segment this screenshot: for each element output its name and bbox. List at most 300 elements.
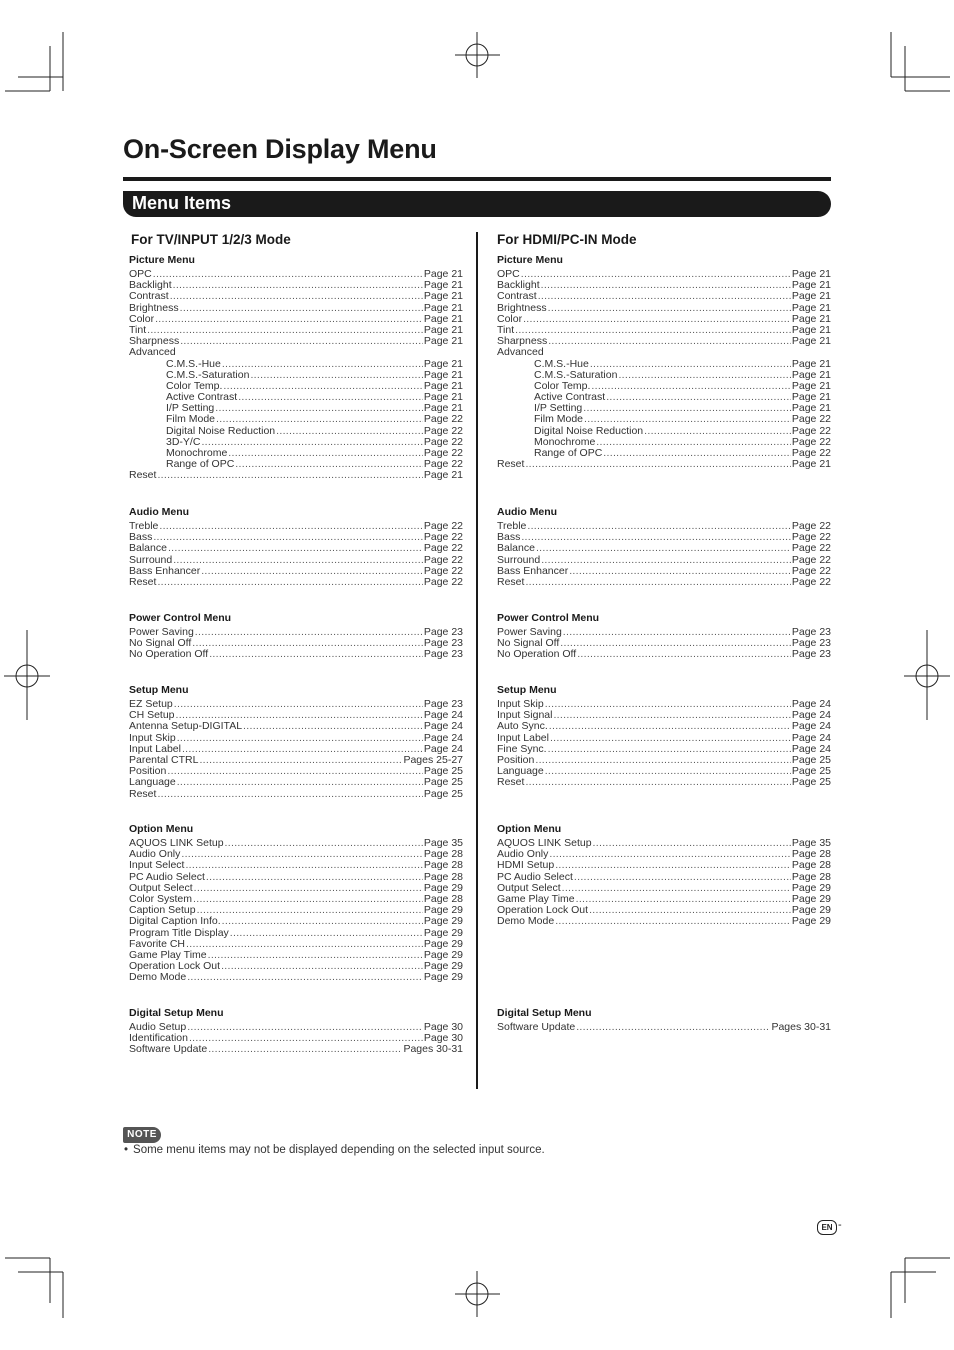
menu-title: Audio Menu: [129, 506, 190, 518]
dot-leader: [538, 291, 791, 302]
entry-label: Audio Only: [497, 848, 549, 861]
entry-label: Position: [497, 753, 535, 766]
dot-leader: [187, 1022, 423, 1033]
entry-label: Surround: [497, 553, 541, 566]
entry-label: HDMI Setup: [497, 859, 555, 872]
menu-title: Setup Menu: [129, 684, 189, 696]
menu-entry: [129, 755, 463, 766]
menu-entry: [497, 291, 831, 302]
entry-label: Auto Sync.: [497, 720, 548, 733]
dot-leader: [168, 543, 423, 554]
entry-label: Program Title Display: [129, 926, 229, 939]
dot-leader: [193, 894, 423, 905]
entry-label: Bass Enhancer: [497, 564, 569, 577]
menu-audio: [497, 505, 831, 588]
menu-setup: [497, 683, 831, 789]
entry-label: Position: [129, 765, 167, 778]
entry-label: Game Play Time: [129, 948, 207, 961]
entry-label: Advanced: [129, 346, 176, 359]
entry-label: Power Saving: [497, 626, 562, 638]
dot-leader: [155, 314, 423, 325]
menu-entry: [129, 789, 463, 800]
menu-entry: [497, 448, 831, 459]
dot-leader: [606, 392, 791, 403]
entry-label: Audio Setup: [129, 1021, 187, 1033]
dot-leader: [548, 744, 791, 755]
entry-page-ref: Page 21: [423, 268, 463, 280]
entry-page-ref: Page 22: [791, 447, 831, 459]
entry-page-ref: Page 22: [791, 520, 831, 532]
menu-entry: [497, 721, 831, 732]
entry-page-ref: Page 22: [423, 520, 463, 532]
dot-leader: [541, 280, 791, 291]
note-text-content: Some menu items may not be displayed depending on the selected input source.: [133, 1144, 545, 1156]
entry-label: Language: [129, 776, 176, 789]
entry-page-ref: Page 29: [423, 937, 463, 950]
entry-page-ref: Page 25: [791, 765, 831, 778]
menu-entry: [129, 699, 463, 710]
dot-leader: [521, 532, 791, 543]
entry-page-ref: Page 25: [791, 753, 831, 766]
entry-label: Treble: [129, 520, 159, 532]
entry-label: Sharpness: [129, 335, 180, 348]
entry-label: EZ Setup: [129, 698, 173, 710]
dot-leader: [201, 566, 423, 577]
entry-label: Input Label: [497, 731, 549, 744]
entry-page-ref: Page 23: [791, 648, 831, 661]
dot-leader: [550, 733, 791, 744]
dot-leader: [157, 470, 422, 481]
entry-page-ref: Page 22: [423, 575, 463, 588]
entry-page-ref: Page 23: [423, 698, 463, 710]
dot-leader: [545, 766, 791, 777]
menu-entry: [129, 928, 463, 939]
entry-label: Input Label: [129, 742, 181, 755]
entry-page-ref: Page 28: [791, 859, 831, 872]
entry-label: PC Audio Select: [497, 870, 573, 883]
dot-leader: [603, 448, 791, 459]
dot-leader: [187, 972, 423, 983]
entry-page-ref: Page 24: [423, 720, 463, 733]
menu-entry: [129, 521, 463, 532]
entry-label: Digital Noise Reduction: [534, 424, 644, 437]
dot-leader: [555, 860, 791, 871]
menu-entry: [497, 280, 831, 291]
menu-entry: [129, 532, 463, 543]
entry-label: Reset: [129, 787, 157, 800]
entry-label: Bass: [497, 531, 521, 544]
entry-label: Film Mode: [166, 413, 216, 426]
entry-page-ref: Page 22: [423, 553, 463, 566]
dot-leader: [159, 521, 423, 532]
entry-page-ref: Pages 25-27: [403, 753, 463, 766]
menu-title: Setup Menu: [497, 684, 557, 696]
menu-audio: [129, 505, 463, 588]
dot-leader: [548, 303, 791, 314]
dot-leader: [243, 721, 423, 732]
dot-leader: [197, 905, 423, 916]
entry-label: Tint: [497, 323, 515, 336]
dot-leader: [173, 555, 423, 566]
dot-leader: [527, 521, 791, 532]
entry-label: Backlight: [497, 279, 540, 292]
entry-page-ref: Page 21: [423, 323, 463, 336]
menu-picture: [129, 253, 463, 482]
menu-entry: [129, 543, 463, 554]
dot-leader: [167, 766, 423, 777]
entry-label: Audio Only: [129, 848, 181, 861]
entry-page-ref: Page 22: [423, 458, 463, 471]
entry-page-ref: Page 24: [791, 742, 831, 755]
menu-item-list: [129, 699, 463, 800]
entry-page-ref: Page 22: [423, 564, 463, 577]
entry-page-ref: Page 21: [791, 290, 831, 303]
entry-page-ref: Page 21: [423, 469, 463, 482]
dot-leader: [216, 414, 423, 425]
menu-title: Audio Menu: [497, 506, 558, 518]
dot-leader: [515, 325, 791, 336]
menu-digital-setup: [497, 1006, 831, 1033]
entry-page-ref: Page 30: [423, 1032, 463, 1045]
entry-page-ref: Page 25: [791, 776, 831, 789]
dot-leader: [591, 381, 790, 392]
title-rule: [123, 177, 831, 181]
menu-title: Option Menu: [129, 823, 194, 835]
dot-leader: [225, 838, 423, 849]
dot-leader: [541, 555, 791, 566]
menu-entry: [129, 972, 463, 983]
entry-page-ref: Page 23: [423, 626, 463, 638]
dot-leader: [549, 849, 791, 860]
entry-label: PC Audio Select: [129, 870, 205, 883]
entry-page-ref: Page 21: [423, 402, 463, 415]
menu-entry: [497, 269, 831, 280]
entry-page-ref: Page 29: [423, 915, 463, 928]
entry-page-ref: Page 25: [423, 787, 463, 800]
dot-leader: [562, 883, 791, 894]
menu-entry: [497, 755, 831, 766]
dot-leader: [222, 359, 423, 370]
entry-page-ref: Page 22: [423, 447, 463, 459]
entry-page-ref: Page 22: [423, 542, 463, 555]
entry-page-ref: Page 21: [423, 357, 463, 370]
entry-page-ref: Page 29: [791, 915, 831, 928]
dot-leader: [555, 916, 791, 927]
entry-label: Output Select: [129, 881, 193, 894]
entry-label: AQUOS LINK Setup: [129, 837, 224, 849]
entry-label: I/P Setting: [166, 402, 215, 415]
mode-title-tv-input: For TV/INPUT 1/2/3 Mode: [131, 232, 291, 247]
dot-leader: [525, 459, 790, 470]
entry-page-ref: Page 23: [423, 637, 463, 650]
dot-leader: [593, 838, 791, 849]
note-badge: NOTE: [123, 1127, 161, 1143]
dot-leader: [560, 638, 791, 649]
entry-page-ref: Page 29: [423, 960, 463, 973]
entry-label: Reset: [129, 575, 157, 588]
entry-page-ref: Page 24: [791, 731, 831, 744]
entry-page-ref: Page 23: [423, 648, 463, 661]
dot-leader: [221, 961, 423, 972]
column-divider: [476, 232, 478, 1089]
entry-label: Operation Lock Out: [497, 904, 589, 917]
entry-label: CH Setup: [129, 709, 175, 722]
entry-page-ref: Page 24: [423, 742, 463, 755]
entry-label: Favorite CH: [129, 937, 186, 950]
menu-entry: [129, 269, 463, 280]
entry-label: Range of OPC: [534, 447, 603, 459]
entry-page-ref: Page 29: [791, 904, 831, 917]
dot-leader: [577, 649, 791, 660]
entry-page-ref: Page 21: [791, 391, 831, 404]
entry-page-ref: Page 24: [791, 720, 831, 733]
dot-leader: [206, 872, 423, 883]
menu-entry: [497, 359, 831, 370]
entry-page-ref: Page 22: [423, 531, 463, 544]
menu-entry: [497, 543, 831, 554]
entry-page-ref: Page 21: [423, 391, 463, 404]
dot-leader: [576, 894, 791, 905]
menu-power-control: [129, 611, 463, 661]
entry-label: Operation Lock Out: [129, 960, 221, 973]
menu-entry: [497, 777, 831, 788]
dot-leader: [173, 280, 423, 291]
menu-item-list: [497, 838, 831, 928]
menu-entry: [497, 733, 831, 744]
entry-label: Backlight: [129, 279, 172, 292]
entry-page-ref: Page 28: [423, 848, 463, 861]
entry-page-ref: Page 21: [423, 379, 463, 392]
section-header: [123, 191, 831, 217]
section-title: Menu Items: [132, 193, 232, 213]
dot-leader: [181, 849, 423, 860]
entry-label: Input Skip: [497, 698, 544, 710]
entry-label: Input Skip: [129, 731, 176, 744]
entry-label: C.M.S.-Saturation: [166, 368, 250, 381]
entry-page-ref: Page 21: [791, 301, 831, 314]
entry-label: OPC: [129, 268, 152, 280]
entry-page-ref: Page 25: [423, 765, 463, 778]
dot-leader: [250, 370, 422, 381]
entry-page-ref: Pages 30-31: [771, 1021, 831, 1033]
entry-label: Game Play Time: [497, 892, 575, 905]
menu-item-list: [497, 521, 831, 588]
mode-title-hdmi-pc: For HDMI/PC-IN Mode: [497, 232, 637, 247]
entry-page-ref: Page 21: [791, 323, 831, 336]
dot-leader: [525, 577, 790, 588]
dot-leader: [157, 577, 422, 588]
entry-page-ref: Page 21: [423, 335, 463, 348]
entry-page-ref: Page 21: [791, 458, 831, 471]
dot-leader: [235, 459, 423, 470]
entry-page-ref: Pages 30-31: [403, 1043, 463, 1056]
dot-leader: [182, 744, 423, 755]
entry-label: AQUOS LINK Setup: [497, 837, 592, 849]
dot-leader: [186, 939, 423, 950]
dot-leader: [596, 437, 791, 448]
entry-label: OPC: [497, 268, 520, 280]
entry-label: Input Signal: [497, 709, 553, 722]
menu-setup: [129, 683, 463, 800]
dot-leader: [208, 950, 423, 961]
dot-leader: [536, 543, 791, 554]
entry-page-ref: Page 21: [423, 301, 463, 314]
menu-entry: [497, 314, 831, 325]
entry-label: Color Temp.: [166, 379, 223, 392]
entry-page-ref: Page 28: [791, 870, 831, 883]
entry-label: Brightness: [497, 301, 547, 314]
entry-label: Color Temp.: [534, 379, 591, 392]
entry-page-ref: Page 22: [423, 424, 463, 437]
entry-label: Language: [497, 765, 544, 778]
entry-page-ref: Page 21: [791, 402, 831, 415]
entry-page-ref: Page 28: [423, 859, 463, 872]
dot-leader: [185, 860, 422, 871]
menu-title: Picture Menu: [497, 254, 563, 266]
menu-entry: [497, 459, 831, 470]
menu-entry: [129, 916, 463, 927]
dot-leader: [208, 1044, 402, 1055]
menu-item-list: [497, 269, 831, 470]
menu-entry: [129, 325, 463, 336]
dot-leader: [618, 370, 790, 381]
dot-leader: [180, 303, 423, 314]
entry-label: 3D-Y/C: [166, 435, 201, 448]
entry-label: Monochrome: [166, 447, 228, 459]
entry-label: Software Update: [497, 1021, 576, 1033]
entry-page-ref: Page 21: [423, 290, 463, 303]
entry-label: Surround: [129, 553, 173, 566]
dot-leader: [189, 1033, 423, 1044]
dot-leader: [153, 269, 423, 280]
menu-entry: [129, 291, 463, 302]
entry-label: Power Saving: [129, 626, 194, 638]
dot-leader: [201, 437, 422, 448]
menu-entry: [129, 280, 463, 291]
menu-entry: [129, 459, 463, 470]
dot-leader: [222, 916, 423, 927]
entry-page-ref: Page 22: [791, 553, 831, 566]
menu-entry: [129, 1044, 463, 1055]
entry-page-ref: Page 21: [791, 312, 831, 325]
dot-leader: [590, 359, 791, 370]
menu-option: [497, 822, 831, 928]
menu-item-list: [497, 627, 831, 661]
dot-leader: [644, 426, 791, 437]
entry-page-ref: Page 21: [791, 279, 831, 292]
entry-label: Antenna Setup-DIGITAL: [129, 720, 243, 733]
menu-title: Digital Setup Menu: [497, 1007, 592, 1019]
dot-leader: [545, 699, 791, 710]
entry-page-ref: Page 28: [791, 848, 831, 861]
entry-page-ref: Page 22: [423, 413, 463, 426]
entry-page-ref: Page 29: [423, 926, 463, 939]
entry-page-ref: Page 23: [791, 637, 831, 650]
entry-label: Color System: [129, 892, 193, 905]
entry-label: C.M.S.-Hue: [534, 357, 589, 370]
entry-label: No Operation Off: [497, 648, 577, 661]
menu-entry: [129, 314, 463, 325]
entry-label: I/P Setting: [534, 402, 583, 415]
entry-label: No Signal Off: [497, 637, 560, 650]
entry-page-ref: Page 35: [423, 837, 463, 849]
menu-entry: [497, 532, 831, 543]
dot-leader: [525, 777, 790, 788]
menu-title: Picture Menu: [129, 254, 195, 266]
menu-entry: [497, 414, 831, 425]
entry-label: Active Contrast: [534, 391, 606, 404]
menu-entry: [129, 721, 463, 732]
dot-leader: [170, 291, 423, 302]
entry-label: Film Mode: [534, 413, 584, 426]
dot-leader: [576, 1022, 770, 1033]
entry-label: Active Contrast: [166, 391, 238, 404]
entry-label: Identification: [129, 1032, 188, 1045]
menu-entry: [497, 347, 831, 358]
entry-label: Treble: [497, 520, 527, 532]
entry-label: Brightness: [129, 301, 179, 314]
menu-title: Option Menu: [497, 823, 562, 835]
menu-entry: [497, 1022, 831, 1033]
menu-entry: [129, 347, 463, 358]
entry-label: Range of OPC: [166, 458, 235, 471]
entry-label: Input Select: [129, 859, 185, 872]
menu-entry: [129, 649, 463, 660]
dot-leader: [583, 403, 791, 414]
dot-leader: [574, 872, 791, 883]
entry-page-ref: Page 22: [791, 413, 831, 426]
menu-entry: [497, 303, 831, 314]
entry-page-ref: Page 29: [791, 881, 831, 894]
entry-page-ref: Page 22: [791, 564, 831, 577]
dot-leader: [521, 269, 791, 280]
entry-page-ref: Page 29: [423, 971, 463, 984]
dot-leader: [223, 381, 422, 392]
entry-page-ref: Page 22: [791, 575, 831, 588]
entry-label: Tint: [129, 323, 147, 336]
entry-page-ref: Page 22: [423, 435, 463, 448]
dot-leader: [215, 403, 423, 414]
entry-page-ref: Page 21: [423, 368, 463, 381]
menu-digital-setup: [129, 1006, 463, 1056]
dot-leader: [195, 627, 423, 638]
entry-page-ref: Page 21: [791, 335, 831, 348]
dot-leader: [535, 755, 791, 766]
note-text: [124, 1144, 545, 1156]
menu-entry: [497, 744, 831, 755]
dot-leader: [177, 733, 423, 744]
menu-entry: [497, 916, 831, 927]
dot-leader: [192, 638, 423, 649]
dot-leader: [209, 649, 423, 660]
entry-page-ref: Page 24: [791, 709, 831, 722]
entry-page-ref: Page 22: [791, 435, 831, 448]
entry-label: Advanced: [497, 346, 544, 359]
entry-label: Monochrome: [534, 435, 596, 448]
menu-entry: [497, 336, 831, 347]
entry-label: Digital Caption Info.: [129, 915, 221, 928]
entry-label: Sharpness: [497, 335, 548, 348]
menu-entry: [497, 766, 831, 777]
entry-page-ref: Page 25: [423, 776, 463, 789]
dot-leader: [584, 414, 791, 425]
entry-label: No Signal Off: [129, 637, 192, 650]
entry-page-ref: Page 29: [423, 904, 463, 917]
dot-leader: [523, 314, 791, 325]
entry-page-ref: Page 28: [423, 870, 463, 883]
menu-entry: [497, 325, 831, 336]
entry-label: Reset: [497, 458, 525, 471]
